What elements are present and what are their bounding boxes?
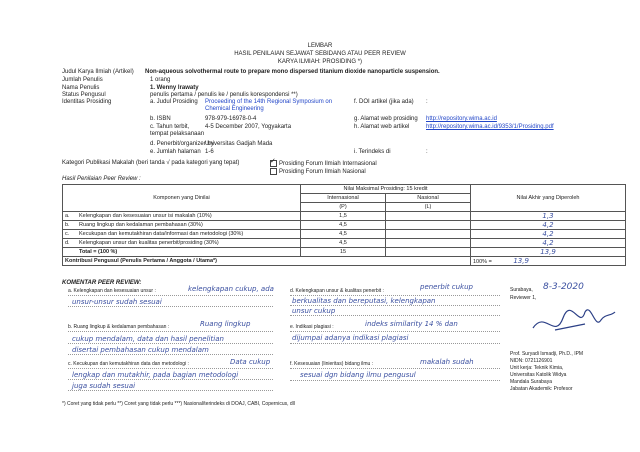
dotted-line	[68, 368, 273, 369]
table-row	[63, 212, 626, 221]
web-prosiding-link[interactable]: http://repository.wima.ac.id	[426, 116, 497, 122]
komentar-d-label: d. Kelengkapan unsur & kualitas penerbit :	[290, 288, 384, 294]
row-nas	[386, 230, 471, 239]
web-artikel-link[interactable]: http://repository.wima.ac.id/9353/1/Prosiding.pdf	[426, 124, 554, 130]
komentar-d-text: penerbit cukup	[420, 283, 473, 291]
dotted-line	[68, 295, 273, 296]
total-label: Total = (100 %)	[77, 248, 301, 257]
komentar-c-label: c. Kecukupan dan kemutakhiran data dan metodologi :	[68, 361, 189, 367]
col-komponen: Komponen yang Dinilai	[63, 185, 301, 212]
kontribusi-label: Kontribusi Pengusul (Penulis Pertama / Anggota / Utama*)	[63, 257, 471, 266]
komentar-c-text: juga sudah sesuai	[72, 382, 136, 390]
row-akhir: 4,2	[471, 239, 626, 248]
dotted-line	[290, 331, 500, 332]
score-table	[62, 184, 626, 266]
checkbox-checked-icon[interactable]	[270, 160, 277, 167]
signature-date: 8-3-2020	[543, 282, 584, 292]
table-kontribusi-row	[63, 257, 626, 266]
doi-label: f. DOI artikel (jika ada)	[354, 99, 414, 105]
col-nas-code: (L)	[386, 203, 471, 212]
row-int: 4,5	[301, 239, 386, 248]
kategori-option-internasional[interactable]	[270, 160, 377, 167]
tahun-label: c. Tahun terbit, tempat pelaksanaan	[150, 124, 205, 137]
prosiding-title-label: a. Judul Prosiding	[150, 99, 198, 105]
row-int: 4,5	[301, 230, 386, 239]
header-subtitle-2: KARYA ILMIAH: PROSIDING *)	[277, 59, 363, 65]
header-title: LEMBAR	[307, 43, 333, 49]
table-header-row	[63, 185, 626, 194]
komentar-b-text: cukup mendalam, data dan hasil penelitian	[72, 335, 224, 343]
dotted-line	[68, 379, 273, 380]
terindeks-label: i. Terindeks di	[354, 149, 391, 155]
dotted-line	[290, 305, 500, 306]
web-artikel-label: h. Alamat web artikel	[354, 124, 410, 130]
penerbit-label: d. Penerbit/organizer by	[150, 141, 214, 147]
footnote: *) Coret yang tidak perlu **) Coret yang tidak perlu ***) Nasional/terindeks di DOAJ, CABI, Copernicus, dll	[62, 401, 295, 407]
row-label: Kecukupan dan kemutakhiran data/informasi dan metodologi (30%)	[77, 230, 301, 239]
kategori-option-label: Prosiding Forum Ilmiah Nasional	[279, 169, 366, 176]
komentar-b-label: b. Ruang lingkup & kedalaman pembahasan :	[68, 324, 170, 330]
komentar-b-text: disertai pembahasan cukup mendalam	[72, 346, 209, 354]
row-akhir: 4,2	[471, 230, 626, 239]
total-akhir: 13,9	[471, 248, 626, 257]
signature-name: Prof. Suryadi Ismadji, Ph.D., IPM	[510, 351, 584, 357]
komentar-b-text: Ruang lingkup	[200, 320, 251, 328]
isbn-value: 978-979-16978-0-4	[205, 116, 257, 122]
col-nilai-max: Nilai Maksimal Prosiding: 15 kredit	[301, 185, 471, 194]
signature-unit: Universitas Katolik Widya	[510, 372, 567, 378]
dotted-line	[68, 354, 273, 355]
kontribusi-pct: 100% =	[473, 259, 492, 265]
terindeks-value: :	[426, 149, 428, 155]
komentar-f-text: makalah sudah	[420, 358, 474, 366]
col-internasional: Internasional	[301, 194, 386, 203]
row-int: 4,5	[301, 221, 386, 230]
total-int: 15	[301, 248, 386, 257]
row-akhir: 1,3	[471, 212, 626, 221]
row-akhir: 4,2	[471, 221, 626, 230]
prosiding-title-value: Proceeding of the 14th Regional Symposium on Chemical Engineering	[205, 99, 333, 112]
komentar-d-text: berkualitas dan bereputasi, kelengkapan	[292, 297, 436, 305]
table-row	[63, 230, 626, 239]
dotted-line	[68, 343, 273, 344]
row-letter: d.	[63, 239, 78, 248]
komentar-e-text: indeks similarity 14 % dan	[365, 320, 458, 328]
komentar-d-text: unsur cukup	[292, 307, 336, 315]
kategori-option-label: Prosiding Forum Ilmiah Internasional	[279, 161, 377, 168]
komentar-a-text: unsur-unsur sudah sesuai	[72, 298, 162, 306]
table-row	[63, 239, 626, 248]
signature-unit: Mandala Surabaya	[510, 379, 552, 385]
signature-unit: Unit kerja: Teknik Kimia,	[510, 365, 564, 371]
checkbox-icon[interactable]	[270, 168, 277, 175]
table-row	[63, 221, 626, 230]
penerbit-value: Universitas Gadjah Mada	[205, 141, 273, 147]
status-value: penulis pertama / penulis ke / penulis korespondensi **)	[150, 92, 298, 98]
jumlah-label: Jumlah Penulis	[62, 77, 103, 83]
col-nasional: Nasional	[386, 194, 471, 203]
row-letter: a.	[63, 212, 78, 221]
komentar-e-text: dijumpai adanya indikasi plagiasi	[292, 334, 409, 342]
kategori-label: Kategori Publikasi Makalah (beri tanda √ pada kategori yang tepat)	[62, 160, 240, 166]
komentar-title: KOMENTAR PEER REVIEW:	[62, 280, 142, 286]
row-nas	[386, 212, 471, 221]
col-int-code: (P)	[301, 203, 386, 212]
signature-city: Surabaya,	[510, 287, 533, 293]
signature-reviewer: Reviewer 1,	[510, 295, 537, 301]
dotted-line	[290, 368, 500, 369]
total-nas	[386, 248, 471, 257]
halaman-label: e. Jumlah halaman	[150, 149, 201, 155]
dotted-line	[68, 306, 273, 307]
dotted-line	[290, 380, 500, 381]
tahun-value: 4-5 December 2007, Yogyakarta	[205, 124, 292, 130]
row-letter: b.	[63, 221, 78, 230]
jumlah-value: 1 orang	[150, 77, 171, 83]
identitas-label: Identitas Prosiding	[62, 99, 112, 105]
row-int: 1,5	[301, 212, 386, 221]
komentar-f-text: sesuai dgn bidang ilmu pengusul	[300, 371, 416, 379]
komentar-a-label: a. Kelengkapan dan kesesuaian unsur :	[68, 288, 156, 294]
row-label: Kelengkapan dan kesesuaian unsur isi makalah (10%)	[77, 212, 301, 221]
komentar-c-text: lengkap dan mutakhir, pada bagian metodologi	[72, 371, 239, 379]
hasil-label: Hasil Penilaian Peer Review :	[62, 176, 141, 182]
dotted-line	[68, 390, 273, 391]
dotted-line	[290, 315, 500, 316]
isbn-label: b. ISBN	[150, 116, 171, 122]
kategori-option-nasional[interactable]	[270, 168, 366, 175]
signature-nidn: NIDN: 0721126901	[510, 358, 553, 364]
signature-jabatan: Jabatan Akademik: Profesor	[510, 386, 573, 392]
komentar-c-text: Data cukup	[230, 358, 271, 366]
judul-value: Non-aqueous solvothermal route to prepare mono dispersed titanium dioxide nanoparticle suspension.	[145, 69, 440, 75]
web-prosiding-label: g. Alamat web prosiding	[354, 116, 418, 122]
row-letter: c.	[63, 230, 78, 239]
dotted-line	[290, 295, 500, 296]
dotted-line	[68, 331, 273, 332]
row-label: Ruang lingkup dan kedalaman pembahasan (30%)	[77, 221, 301, 230]
header-subtitle: HASIL PENILAIAN SEJAWAT SEBIDANG ATAU PEER REVIEW	[234, 51, 406, 57]
row-label: Kelengkapan unsur dan kualitas penerbit/prosiding (30%)	[77, 239, 301, 248]
komentar-e-label: e. Indikasi plagiasi :	[290, 324, 334, 330]
row-nas	[386, 239, 471, 248]
row-nas	[386, 221, 471, 230]
kontribusi-cell	[471, 257, 626, 266]
status-label: Status Pengusul	[62, 92, 106, 98]
signature-scribble	[525, 300, 620, 350]
halaman-value: 1-6	[205, 149, 214, 155]
kontribusi-akhir: 13,9	[513, 257, 529, 265]
komentar-f-label: f. Kesesuaian (linieritas) bidang ilmu :	[290, 361, 374, 367]
doi-value: :	[426, 99, 428, 105]
judul-label: Judul Karya Ilmiah (Artikel)	[62, 69, 134, 75]
nama-label: Nama Penulis	[62, 85, 100, 91]
col-akhir: Nilai Akhir yang Diperoleh	[471, 185, 626, 212]
nama-value: 1. Wenny Irawaty	[150, 85, 199, 91]
dotted-line	[290, 343, 500, 344]
komentar-a-text: kelengkapan cukup, ada	[188, 285, 274, 293]
table-total-row	[63, 248, 626, 257]
total-spacer	[63, 248, 78, 257]
